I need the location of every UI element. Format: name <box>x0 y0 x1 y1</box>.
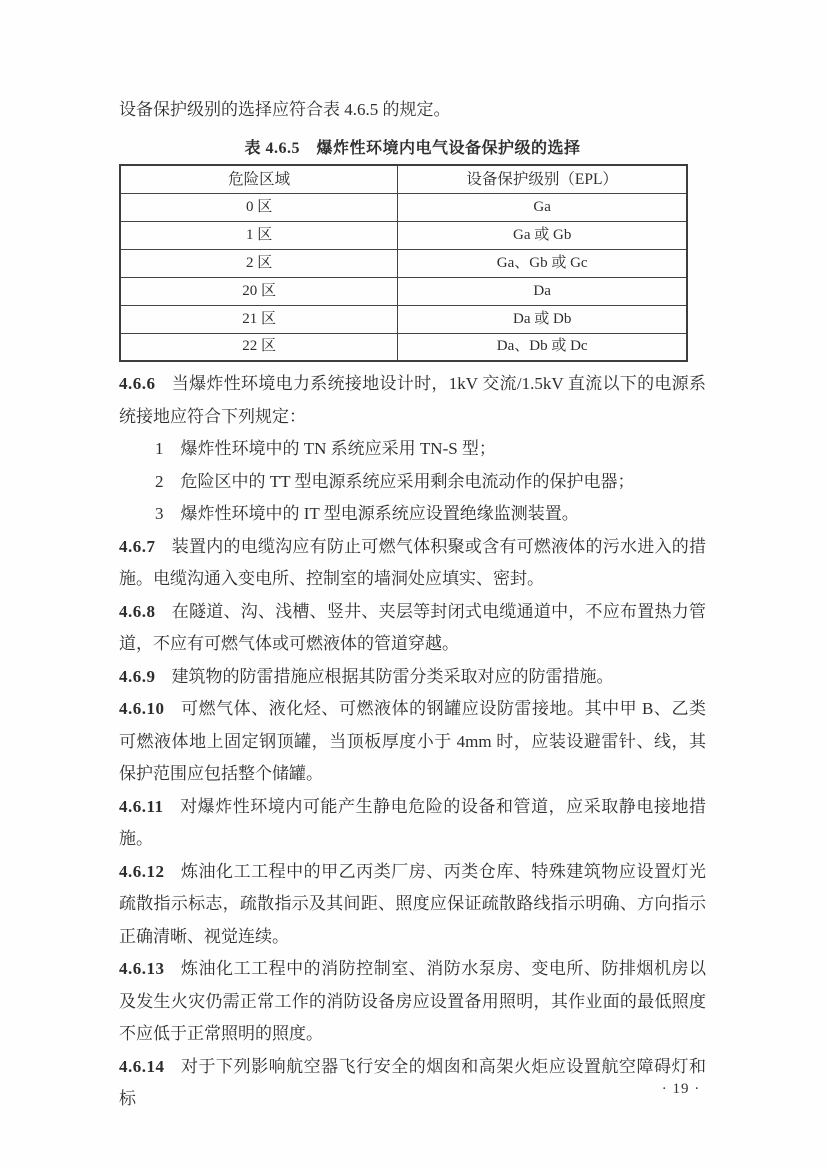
item-text: 爆炸性环境中的 TN 系统应采用 TN-S 型； <box>180 439 496 458</box>
table-caption: 表 4.6.5 爆炸性环境内电气设备保护级的选择 <box>244 140 581 157</box>
clause-4-6-11 <box>119 791 706 856</box>
clause-4-6-9 <box>119 661 706 694</box>
intro-paragraph: 设备保护级别的选择应符合表 4.6.5 的规定。 <box>119 100 451 119</box>
clause-4-6-6-item-1 <box>119 433 706 466</box>
cell-epl: Da <box>398 277 687 305</box>
cell-epl: Ga 或 Gb <box>398 221 687 249</box>
clause-text: 当爆炸性环境电力系统接地设计时，1kV 交流/1.5kV 直流以下的电源系统接地应符合下列规定： <box>119 374 706 426</box>
clause-number: 4.6.8 <box>119 601 156 621</box>
column-header-epl: 设备保护级别（EPL） <box>398 165 687 193</box>
clause-text: 对于下列影响航空器飞行安全的烟囱和高架火炬应设置航空障碍灯和标 <box>119 1056 706 1108</box>
clause-4-6-12 <box>119 856 706 954</box>
clause-4-6-6 <box>119 368 706 433</box>
item-text: 危险区中的 TT 型电源系统应采用剩余电流动作的保护电器； <box>180 471 635 491</box>
clause-4-6-13 <box>119 953 706 1051</box>
clause-number: 4.6.9 <box>119 666 156 686</box>
clause-4-6-14 <box>119 1051 706 1116</box>
table-row <box>120 249 687 277</box>
table-row <box>120 333 687 361</box>
page-content <box>119 93 706 1116</box>
table-row <box>120 277 687 305</box>
clause-4-6-10 <box>119 693 706 791</box>
clause-text: 对爆炸性环境内可能产生静电危险的设备和管道，应采取静电接地措施。 <box>119 796 706 848</box>
clause-4-6-8 <box>119 596 706 661</box>
cell-zone: 20 区 <box>120 277 398 305</box>
cell-epl: Da、Db 或 Dc <box>398 333 687 361</box>
item-number: 1 <box>155 439 164 458</box>
epl-selection-table <box>119 164 688 362</box>
clause-text: 建筑物的防雷措施应根据其防雷分类采取对应的防雷措施。 <box>171 666 614 686</box>
cell-zone: 22 区 <box>120 333 398 361</box>
item-number: 3 <box>155 504 164 523</box>
clause-4-6-7 <box>119 531 706 596</box>
clause-number: 4.6.6 <box>119 374 156 393</box>
table-row <box>120 221 687 249</box>
cell-zone: 21 区 <box>120 305 398 333</box>
table-row <box>120 305 687 333</box>
clause-number: 4.6.7 <box>119 536 156 556</box>
clause-4-6-6-item-3 <box>119 498 706 531</box>
cell-zone: 2 区 <box>120 249 398 277</box>
column-header-hazard-zone: 危险区域 <box>120 165 398 193</box>
cell-epl: Ga <box>398 193 687 221</box>
page-number: · 19 · <box>661 1081 701 1097</box>
cell-epl: Da 或 Db <box>398 305 687 333</box>
clause-number: 4.6.14 <box>119 1056 165 1076</box>
clauses-section <box>119 368 706 1116</box>
clause-text: 装置内的电缆沟应有防止可燃气体积聚或含有可燃液体的污水进入的措施。电缆沟通入变电所、控制室的墙洞处应填实、密封。 <box>119 536 706 588</box>
cell-epl: Ga、Gb 或 Gc <box>398 249 687 277</box>
item-number: 2 <box>155 471 164 491</box>
table-header-row <box>120 165 687 193</box>
clause-number: 4.6.13 <box>119 959 165 978</box>
clause-text: 炼油化工工程中的消防控制室、消防水泵房、变电所、防排烟机房以及发生火灾仍需正常工作的消防设备房应设置备用照明，其作业面的最低照度不应低于正常照明的照度。 <box>119 959 706 1043</box>
clause-text: 在隧道、沟、浅槽、竖井、夹层等封闭式电缆通道中，不应布置热力管道，不应有可燃气体或可燃液体的管道穿越。 <box>119 601 706 653</box>
clause-number: 4.6.11 <box>119 796 164 816</box>
cell-zone: 0 区 <box>120 193 398 221</box>
clause-4-6-6-item-2 <box>119 466 706 499</box>
cell-zone: 1 区 <box>120 221 398 249</box>
clause-text: 炼油化工工程中的甲乙丙类厂房、丙类仓库、特殊建筑物应设置灯光疏散指示标志，疏散指示及其间距、照度应保证疏散路线指示明确、方向指示正确清晰、视觉连续。 <box>119 861 706 946</box>
clause-number: 4.6.12 <box>119 861 165 881</box>
clause-text: 可燃气体、液化烃、可燃液体的钢罐应设防雷接地。其中甲 B、乙类可燃液体地上固定钢顶罐，当顶板厚度小于 4mm 时，应装设避雷针、线，其保护范围应包括整个储罐。 <box>119 699 706 783</box>
clause-number: 4.6.10 <box>119 699 165 718</box>
table-row <box>120 193 687 221</box>
item-text: 爆炸性环境中的 IT 型电源系统应设置绝缘监测装置。 <box>180 504 579 523</box>
